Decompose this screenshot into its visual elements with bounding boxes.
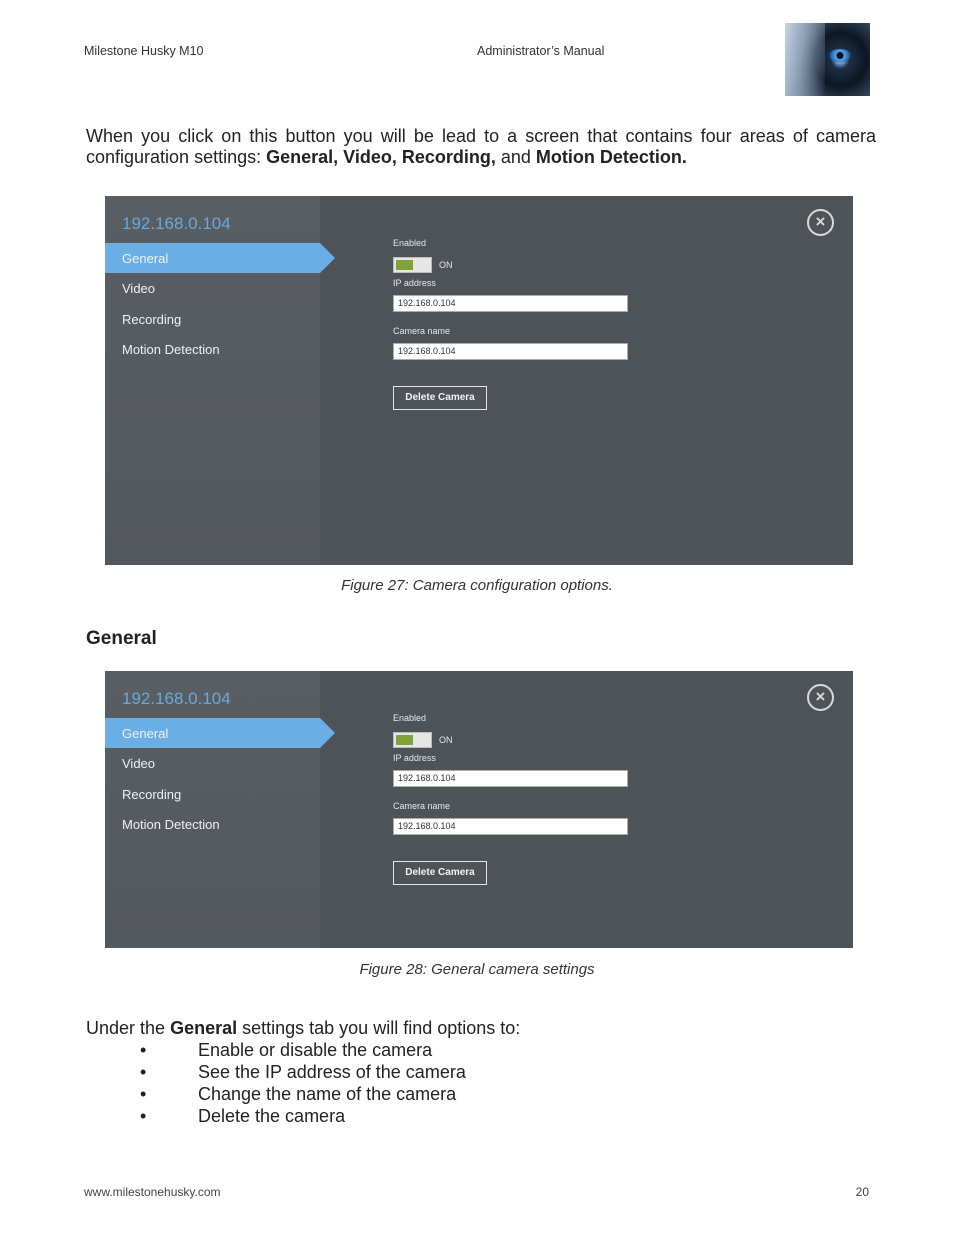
- nav-item-general[interactable]: General: [105, 718, 320, 748]
- toggle-fill: [396, 735, 413, 745]
- options-intro-text-2: settings tab you will find options to:: [237, 1018, 521, 1038]
- list-item-text: Change the name of the camera: [198, 1084, 457, 1104]
- enabled-label: Enabled: [393, 238, 427, 248]
- enabled-label: Enabled: [393, 713, 427, 723]
- camera-name-field[interactable]: 192.168.0.104: [393, 818, 628, 835]
- intro-text-1: When you click on this button you will be lead to a screen that contains four areas of camera configuration settings:: [86, 126, 876, 167]
- options-intro-bold: General: [170, 1018, 238, 1038]
- camera-name-label: Camera name: [393, 326, 451, 336]
- logo-fur: [785, 23, 825, 96]
- nav-item-recording[interactable]: Recording: [122, 312, 182, 327]
- settings-sidebar: [105, 196, 320, 565]
- footer-page-number: 20: [855, 1185, 869, 1199]
- header-manual-title: Administrator’s Manual: [477, 44, 605, 58]
- list-item-text: Enable or disable the camera: [198, 1040, 433, 1060]
- figure-28-caption: Figure 28: General camera settings: [359, 961, 595, 978]
- close-icon[interactable]: ×: [807, 209, 834, 236]
- camera-ip-title: 192.168.0.104: [122, 689, 231, 708]
- camera-ip-title: 192.168.0.104: [122, 214, 231, 233]
- nav-item-video[interactable]: Video: [122, 756, 156, 771]
- ip-address-label: IP address: [393, 278, 436, 288]
- section-heading-general: General: [86, 628, 157, 649]
- camera-name-label: Camera name: [393, 801, 451, 811]
- close-icon[interactable]: ×: [807, 684, 834, 711]
- ip-address-field[interactable]: 192.168.0.104: [393, 295, 628, 312]
- ip-address-field[interactable]: 192.168.0.104: [393, 770, 628, 787]
- toggle-fill: [396, 260, 413, 270]
- camera-name-field[interactable]: 192.168.0.104: [393, 343, 628, 360]
- nav-item-video[interactable]: Video: [122, 281, 156, 296]
- footer-website: www.milestonehusky.com: [84, 1185, 221, 1199]
- nav-item-motion-detection[interactable]: Motion Detection: [122, 342, 220, 357]
- camera-config-screenshot-2: [105, 671, 853, 948]
- intro-paragraph: [86, 126, 876, 168]
- delete-camera-button[interactable]: Delete Camera: [393, 861, 487, 885]
- husky-logo-image: [785, 23, 870, 96]
- nav-item-general[interactable]: General: [105, 243, 320, 273]
- toggle-state-label: ON: [439, 735, 453, 745]
- toggle-state-label: ON: [439, 260, 453, 270]
- intro-text-2: and: [495, 147, 536, 167]
- list-item-text: Delete the camera: [198, 1106, 346, 1126]
- bullet-icon: •: [140, 1040, 147, 1060]
- figure-27-caption: Figure 27: Camera configuration options.: [341, 577, 613, 594]
- nav-item-recording[interactable]: Recording: [122, 787, 182, 802]
- nav-item-motion-detection[interactable]: Motion Detection: [122, 817, 220, 832]
- list-item-text: See the IP address of the camera: [198, 1062, 466, 1082]
- enabled-toggle[interactable]: [393, 257, 432, 273]
- options-intro: [86, 1018, 520, 1039]
- intro-bold-2: Motion Detection.: [535, 147, 687, 167]
- settings-sidebar: [105, 671, 320, 948]
- logo-eye: [829, 49, 851, 62]
- header-product-name: Milestone Husky M10: [84, 44, 204, 58]
- delete-camera-button[interactable]: Delete Camera: [393, 386, 487, 410]
- bullet-icon: •: [140, 1062, 147, 1082]
- ip-address-label: IP address: [393, 753, 436, 763]
- camera-config-screenshot-1: [105, 196, 853, 565]
- bullet-icon: •: [140, 1106, 147, 1126]
- intro-bold-1: General, Video, Recording,: [266, 147, 496, 167]
- bullet-icon: •: [140, 1084, 147, 1104]
- options-intro-text-1: Under the: [86, 1018, 171, 1038]
- enabled-toggle[interactable]: [393, 732, 432, 748]
